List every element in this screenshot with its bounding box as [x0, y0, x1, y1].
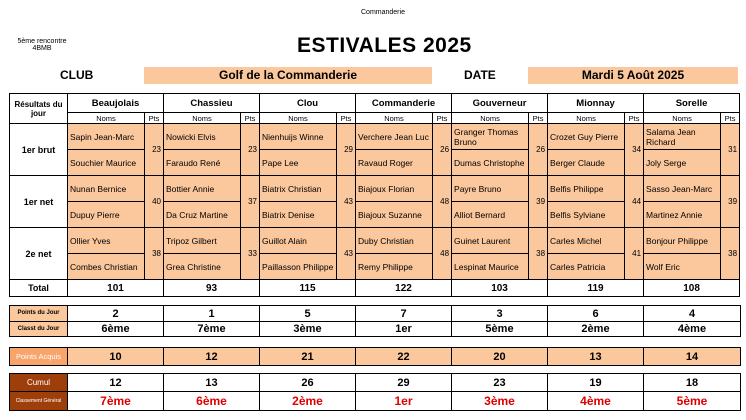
pts-value: 23 [241, 124, 260, 176]
row-label-2e-net: 2e net [10, 228, 68, 280]
classt-jour-value: 3ème [260, 322, 356, 337]
classt-jour-value: 7ème [164, 322, 260, 337]
total-value: 93 [164, 280, 260, 297]
points-jour-value: 4 [644, 306, 741, 322]
player-name: Guinet Laurent [452, 228, 529, 254]
classt-jour-value: 2ème [548, 322, 644, 337]
player-name: Verchere Jean Luc [356, 124, 433, 150]
pts-value: 48 [433, 176, 452, 228]
player-name: Alliot Bernard [452, 202, 529, 228]
points-acquis-value: 13 [548, 348, 644, 366]
pts-value: 37 [241, 176, 260, 228]
player-name: Payre Bruno [452, 176, 529, 202]
pts-value: 43 [337, 228, 356, 280]
subheader-row [10, 113, 740, 124]
club-header-mionnay: Mionnay [548, 94, 644, 113]
row-label-1er-net: 1er net [10, 176, 68, 228]
points-acquis-value: 22 [356, 348, 452, 366]
club-header-chassieu: Chassieu [164, 94, 260, 113]
results-table [9, 93, 740, 297]
cumul-value: 29 [356, 374, 452, 392]
pts-value: 39 [529, 176, 548, 228]
classement-label: Classement Général [10, 392, 68, 411]
club-header-commanderie: Commanderie [356, 94, 452, 113]
classement-value: 2ème [260, 392, 356, 411]
points-jour-value: 6 [548, 306, 644, 322]
pts-value: 43 [337, 176, 356, 228]
pts-value: 33 [241, 228, 260, 280]
player-name: Ollier Yves [68, 228, 145, 254]
pts-header: Pts [529, 113, 548, 124]
result-row-1er-net-a [10, 176, 740, 202]
pts-header: Pts [145, 113, 164, 124]
cumul-row [10, 374, 741, 392]
player-name: Crozet Guy Pierre [548, 124, 625, 150]
player-name: Biatrix Denise [260, 202, 337, 228]
club-header-row [10, 94, 740, 113]
row-label-1er-brut: 1er brut [10, 124, 68, 176]
total-label: Total [10, 280, 68, 297]
player-name: Tripoz Gilbert [164, 228, 241, 254]
cumul-value: 13 [164, 374, 260, 392]
pts-value: 40 [145, 176, 164, 228]
total-value: 101 [68, 280, 164, 297]
classt-jour-value: 6ème [68, 322, 164, 337]
pts-value: 31 [721, 124, 740, 176]
cumul-value: 26 [260, 374, 356, 392]
pts-header: Pts [433, 113, 452, 124]
player-name: Paillasson Philippe [260, 254, 337, 280]
total-row [10, 280, 740, 297]
classement-value: 4ème [548, 392, 644, 411]
result-row-2e-net-a [10, 228, 740, 254]
player-name: Da Cruz Martine [164, 202, 241, 228]
classt-jour-value: 4ème [644, 322, 741, 337]
player-name: Duby Christian [356, 228, 433, 254]
player-name: Wolf Eric [644, 254, 721, 280]
classt-jour-row [10, 322, 741, 337]
cumul-value: 23 [452, 374, 548, 392]
result-row-1er-brut-a [10, 124, 740, 150]
pts-value: 41 [625, 228, 644, 280]
classt-jour-value: 1er [356, 322, 452, 337]
total-value: 119 [548, 280, 644, 297]
points-jour-table [9, 305, 741, 337]
player-name: Granger Thomas Bruno [452, 124, 529, 150]
player-name: Sasso Jean-Marc [644, 176, 721, 202]
classt-jour-label: Classt du Jour [10, 322, 68, 337]
points-jour-value: 2 [68, 306, 164, 322]
classement-row [10, 392, 741, 411]
classement-value: 1er [356, 392, 452, 411]
pts-value: 44 [625, 176, 644, 228]
player-name: Sapin Jean-Marc [68, 124, 145, 150]
noms-header: Noms [452, 113, 529, 124]
pts-value: 26 [433, 124, 452, 176]
cumul-label: Cumul [10, 374, 68, 392]
pts-value: 38 [721, 228, 740, 280]
classement-value: 7ème [68, 392, 164, 411]
classement-value: 3ème [452, 392, 548, 411]
player-name: Souchier Maurice [68, 150, 145, 176]
noms-header: Noms [68, 113, 145, 124]
pts-value: 29 [337, 124, 356, 176]
points-acquis-value: 12 [164, 348, 260, 366]
player-name: Faraudo René [164, 150, 241, 176]
club-header-beaujolais: Beaujolais [68, 94, 164, 113]
player-name: Combes Christian [68, 254, 145, 280]
player-name: Dupuy Pierre [68, 202, 145, 228]
points-acquis-table [9, 347, 741, 366]
club-label: CLUB [60, 68, 94, 82]
total-value: 103 [452, 280, 548, 297]
cumul-table [9, 373, 741, 411]
player-name: Joly Serge [644, 150, 721, 176]
player-name: Salama Jean Richard [644, 124, 721, 150]
cumul-value: 18 [644, 374, 741, 392]
points-jour-value: 1 [164, 306, 260, 322]
classement-value: 5ème [644, 392, 741, 411]
player-name: Remy Philippe [356, 254, 433, 280]
player-name: Martinez Annie [644, 202, 721, 228]
page-title: ESTIVALES 2025 [297, 34, 472, 57]
pts-value: 34 [625, 124, 644, 176]
total-value: 115 [260, 280, 356, 297]
points-jour-label: Points du Jour [10, 306, 68, 322]
points-jour-value: 5 [260, 306, 356, 322]
player-name: Guillot Alain [260, 228, 337, 254]
player-name: Belfis Philippe [548, 176, 625, 202]
club-header-sorelle: Sorelle [644, 94, 740, 113]
total-value: 122 [356, 280, 452, 297]
cumul-value: 12 [68, 374, 164, 392]
pts-value: 38 [145, 228, 164, 280]
club-header-gouverneur: Gouverneur [452, 94, 548, 113]
player-name: Carles Patricia [548, 254, 625, 280]
pts-value: 26 [529, 124, 548, 176]
pts-value: 23 [145, 124, 164, 176]
classt-jour-value: 5ème [452, 322, 548, 337]
total-value: 108 [644, 280, 740, 297]
points-acquis-label: Points Acquis [10, 348, 68, 366]
player-name: Biajoux Suzanne [356, 202, 433, 228]
noms-header: Noms [548, 113, 625, 124]
points-jour-value: 3 [452, 306, 548, 322]
pts-header: Pts [241, 113, 260, 124]
classement-value: 6ème [164, 392, 260, 411]
player-name: Biajoux Florian [356, 176, 433, 202]
meeting-number: 5ème rencontre [17, 38, 67, 45]
corner-label: Résultats du jour [10, 94, 68, 124]
player-name: Pape Lee [260, 150, 337, 176]
noms-header: Noms [356, 113, 433, 124]
player-name: Lespinat Maurice [452, 254, 529, 280]
points-acquis-row [10, 348, 741, 366]
player-name: Ravaud Roger [356, 150, 433, 176]
meeting-label [12, 38, 72, 52]
date-label: DATE [464, 68, 496, 82]
points-jour-row [10, 306, 741, 322]
noms-header: Noms [644, 113, 721, 124]
player-name: Nowicki Elvis [164, 124, 241, 150]
points-acquis-value: 20 [452, 348, 548, 366]
player-name: Nunan Bernice [68, 176, 145, 202]
date-value: Mardi 5 Août 2025 [528, 67, 738, 84]
player-name: Berger Claude [548, 150, 625, 176]
player-name: Bonjour Philippe [644, 228, 721, 254]
pts-value: 48 [433, 228, 452, 280]
player-name: Carles Michel [548, 228, 625, 254]
pts-value: 39 [721, 176, 740, 228]
noms-header: Noms [164, 113, 241, 124]
player-name: Nienhuijs Winne [260, 124, 337, 150]
top-label: Commanderie [361, 9, 405, 16]
club-name: Golf de la Commanderie [144, 67, 432, 84]
player-name: Bottier Annie [164, 176, 241, 202]
player-name: Dumas Christophe [452, 150, 529, 176]
pts-header: Pts [625, 113, 644, 124]
pts-header: Pts [337, 113, 356, 124]
pts-value: 38 [529, 228, 548, 280]
club-header-clou: Clou [260, 94, 356, 113]
pts-header: Pts [721, 113, 740, 124]
player-name: Grea Christine [164, 254, 241, 280]
points-acquis-value: 10 [68, 348, 164, 366]
player-name: Belfis Sylviane [548, 202, 625, 228]
points-jour-value: 7 [356, 306, 452, 322]
meeting-code: 4BMB [32, 45, 52, 52]
cumul-value: 19 [548, 374, 644, 392]
noms-header: Noms [260, 113, 337, 124]
points-acquis-value: 14 [644, 348, 741, 366]
player-name: Biatrix Christian [260, 176, 337, 202]
points-acquis-value: 21 [260, 348, 356, 366]
